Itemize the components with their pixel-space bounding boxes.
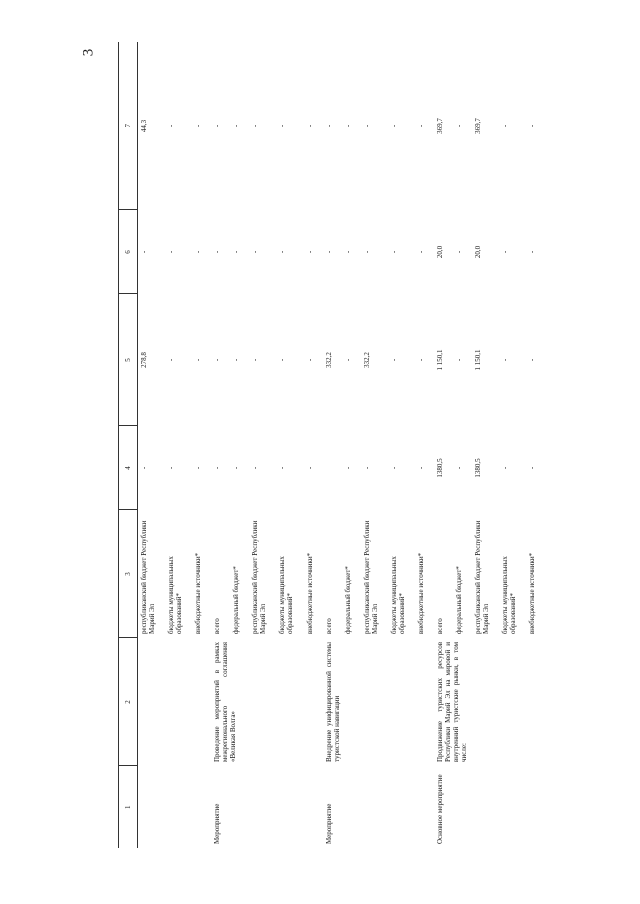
value-col-6: - bbox=[362, 250, 371, 254]
funding-source: бюджеты муниципальных образований* bbox=[278, 556, 295, 634]
value-col-7: - bbox=[305, 124, 314, 128]
column-number: 3 bbox=[119, 510, 138, 638]
value-col-6: - bbox=[213, 250, 222, 254]
value-col-7: - bbox=[528, 124, 537, 128]
value-col-6: - bbox=[194, 250, 203, 254]
value-col-6: - bbox=[416, 250, 425, 254]
value-col-6: - bbox=[454, 250, 463, 254]
value-col-4: - bbox=[454, 466, 463, 470]
value-col-7: - bbox=[343, 124, 352, 128]
value-col-5: - bbox=[278, 358, 287, 362]
value-col-7: 369,7 bbox=[473, 118, 482, 134]
funding-source: внебюджетные источники* bbox=[528, 552, 537, 634]
value-col-7: - bbox=[167, 124, 176, 128]
value-col-6: - bbox=[343, 250, 352, 254]
value-col-5: 278,8 bbox=[140, 352, 148, 368]
funding-source: всего bbox=[435, 618, 444, 634]
value-col-6: - bbox=[501, 250, 510, 254]
activity-name: Проведение мероприятий в рамках межрегионального соглашения «Великая Волга» bbox=[213, 642, 238, 762]
value-col-6: 20,0 bbox=[435, 245, 444, 259]
table-row bbox=[211, 42, 230, 848]
value-col-6: - bbox=[305, 250, 314, 254]
funding-source: республиканский бюджет Республики Марий Эл bbox=[362, 520, 379, 634]
value-col-4: - bbox=[140, 466, 148, 470]
value-col-7: - bbox=[389, 124, 398, 128]
column-number-row bbox=[119, 42, 138, 848]
activity-name bbox=[138, 638, 212, 766]
value-col-4: - bbox=[416, 466, 425, 470]
value-col-4: - bbox=[167, 466, 176, 470]
value-col-5: - bbox=[194, 358, 203, 362]
value-col-5: - bbox=[389, 358, 398, 362]
value-col-7: - bbox=[454, 124, 463, 128]
funding-source: бюджеты муниципальных образований* bbox=[389, 556, 406, 634]
value-col-4: 1380,5 bbox=[435, 458, 444, 478]
funding-source: бюджеты муниципальных образований* bbox=[501, 556, 518, 634]
value-col-6: - bbox=[324, 250, 333, 254]
funding-source: внебюджетные источники* bbox=[416, 552, 425, 634]
table-row bbox=[323, 42, 342, 848]
value-col-4: - bbox=[251, 466, 260, 470]
column-number: 4 bbox=[119, 426, 138, 510]
funding-source: всего bbox=[213, 618, 222, 634]
funding-source: федеральный бюджет* bbox=[343, 566, 352, 634]
value-col-5: - bbox=[454, 358, 463, 362]
rotated-page-content bbox=[118, 42, 580, 848]
value-col-6: - bbox=[167, 250, 176, 254]
value-col-5: - bbox=[232, 358, 241, 362]
page-number: 3 bbox=[80, 48, 97, 57]
column-number: 5 bbox=[119, 294, 138, 426]
value-col-6: - bbox=[232, 250, 241, 254]
funding-source: внебюджетные источники* bbox=[305, 552, 314, 634]
funding-source: всего bbox=[324, 618, 333, 634]
activity-type: Мероприятие bbox=[213, 803, 222, 844]
funding-table bbox=[118, 42, 545, 848]
value-col-6: - bbox=[278, 250, 287, 254]
value-col-4: 1380,5 bbox=[473, 458, 482, 478]
value-col-7: - bbox=[232, 124, 241, 128]
value-col-4: - bbox=[305, 466, 314, 470]
value-col-5: - bbox=[416, 358, 425, 362]
value-col-7: - bbox=[324, 124, 333, 128]
value-col-4: - bbox=[194, 466, 203, 470]
value-col-6: - bbox=[140, 250, 148, 254]
table-body bbox=[138, 42, 546, 848]
value-col-4: - bbox=[362, 466, 371, 470]
value-col-4: - bbox=[232, 466, 241, 470]
activity-type bbox=[138, 766, 212, 848]
activity-name: Внедрение унифицированной системы туристской навигации bbox=[324, 642, 341, 762]
value-col-7: - bbox=[213, 124, 222, 128]
value-col-4: - bbox=[501, 466, 510, 470]
value-col-7: - bbox=[501, 124, 510, 128]
value-col-7: 369,7 bbox=[435, 118, 444, 134]
funding-source: федеральный бюджет* bbox=[454, 566, 463, 634]
funding-source: республиканский бюджет Республики Марий Эл bbox=[251, 520, 268, 634]
value-col-4 bbox=[323, 426, 342, 510]
funding-source: республиканский бюджет Республики Марий Эл bbox=[473, 520, 491, 634]
value-col-5: 1 150,1 bbox=[473, 349, 482, 371]
value-col-7: - bbox=[416, 124, 425, 128]
funding-source: внебюджетные источники* bbox=[194, 552, 203, 634]
value-col-5: - bbox=[167, 358, 176, 362]
activity-name: Продвижение туристских ресурсов Республики Марий Эл на мировой и внутренний туристские рынки, в том числе: bbox=[435, 642, 469, 762]
table-row bbox=[138, 42, 166, 848]
column-number: 2 bbox=[119, 638, 138, 766]
value-col-4: - bbox=[528, 466, 537, 470]
value-col-4: - bbox=[389, 466, 398, 470]
funding-source: бюджеты муниципальных образований* bbox=[167, 556, 184, 634]
funding-source: республиканский бюджет Республики Марий Эл bbox=[140, 520, 157, 634]
value-col-5: - bbox=[305, 358, 314, 362]
value-col-5: 332,2 bbox=[362, 352, 371, 368]
value-col-5: 332,2 bbox=[324, 352, 333, 368]
value-col-5: - bbox=[251, 358, 260, 362]
value-col-5: - bbox=[528, 358, 537, 362]
value-col-4: - bbox=[213, 466, 222, 470]
activity-type: Мероприятие bbox=[324, 803, 333, 844]
value-col-7: - bbox=[278, 124, 287, 128]
value-col-5: - bbox=[213, 358, 222, 362]
value-col-7: - bbox=[362, 124, 371, 128]
value-col-6: - bbox=[389, 250, 398, 254]
column-number: 7 bbox=[119, 42, 138, 210]
value-col-6: - bbox=[251, 250, 260, 254]
value-col-7: 44,3 bbox=[140, 119, 148, 133]
activity-type: Основное мероприятие bbox=[435, 774, 444, 844]
value-col-6: - bbox=[528, 250, 537, 254]
value-col-5: - bbox=[501, 358, 510, 362]
value-col-5: 1 150,1 bbox=[435, 349, 444, 371]
column-number: 1 bbox=[119, 766, 138, 848]
value-col-7: - bbox=[251, 124, 260, 128]
value-col-4: - bbox=[278, 466, 287, 470]
table-row bbox=[434, 42, 453, 848]
value-col-5: - bbox=[343, 358, 352, 362]
column-number: 6 bbox=[119, 210, 138, 294]
value-col-6: 20,0 bbox=[473, 245, 482, 259]
value-col-4: - bbox=[343, 466, 352, 470]
funding-source: федеральный бюджет* bbox=[232, 566, 241, 634]
value-col-7: - bbox=[194, 124, 203, 128]
